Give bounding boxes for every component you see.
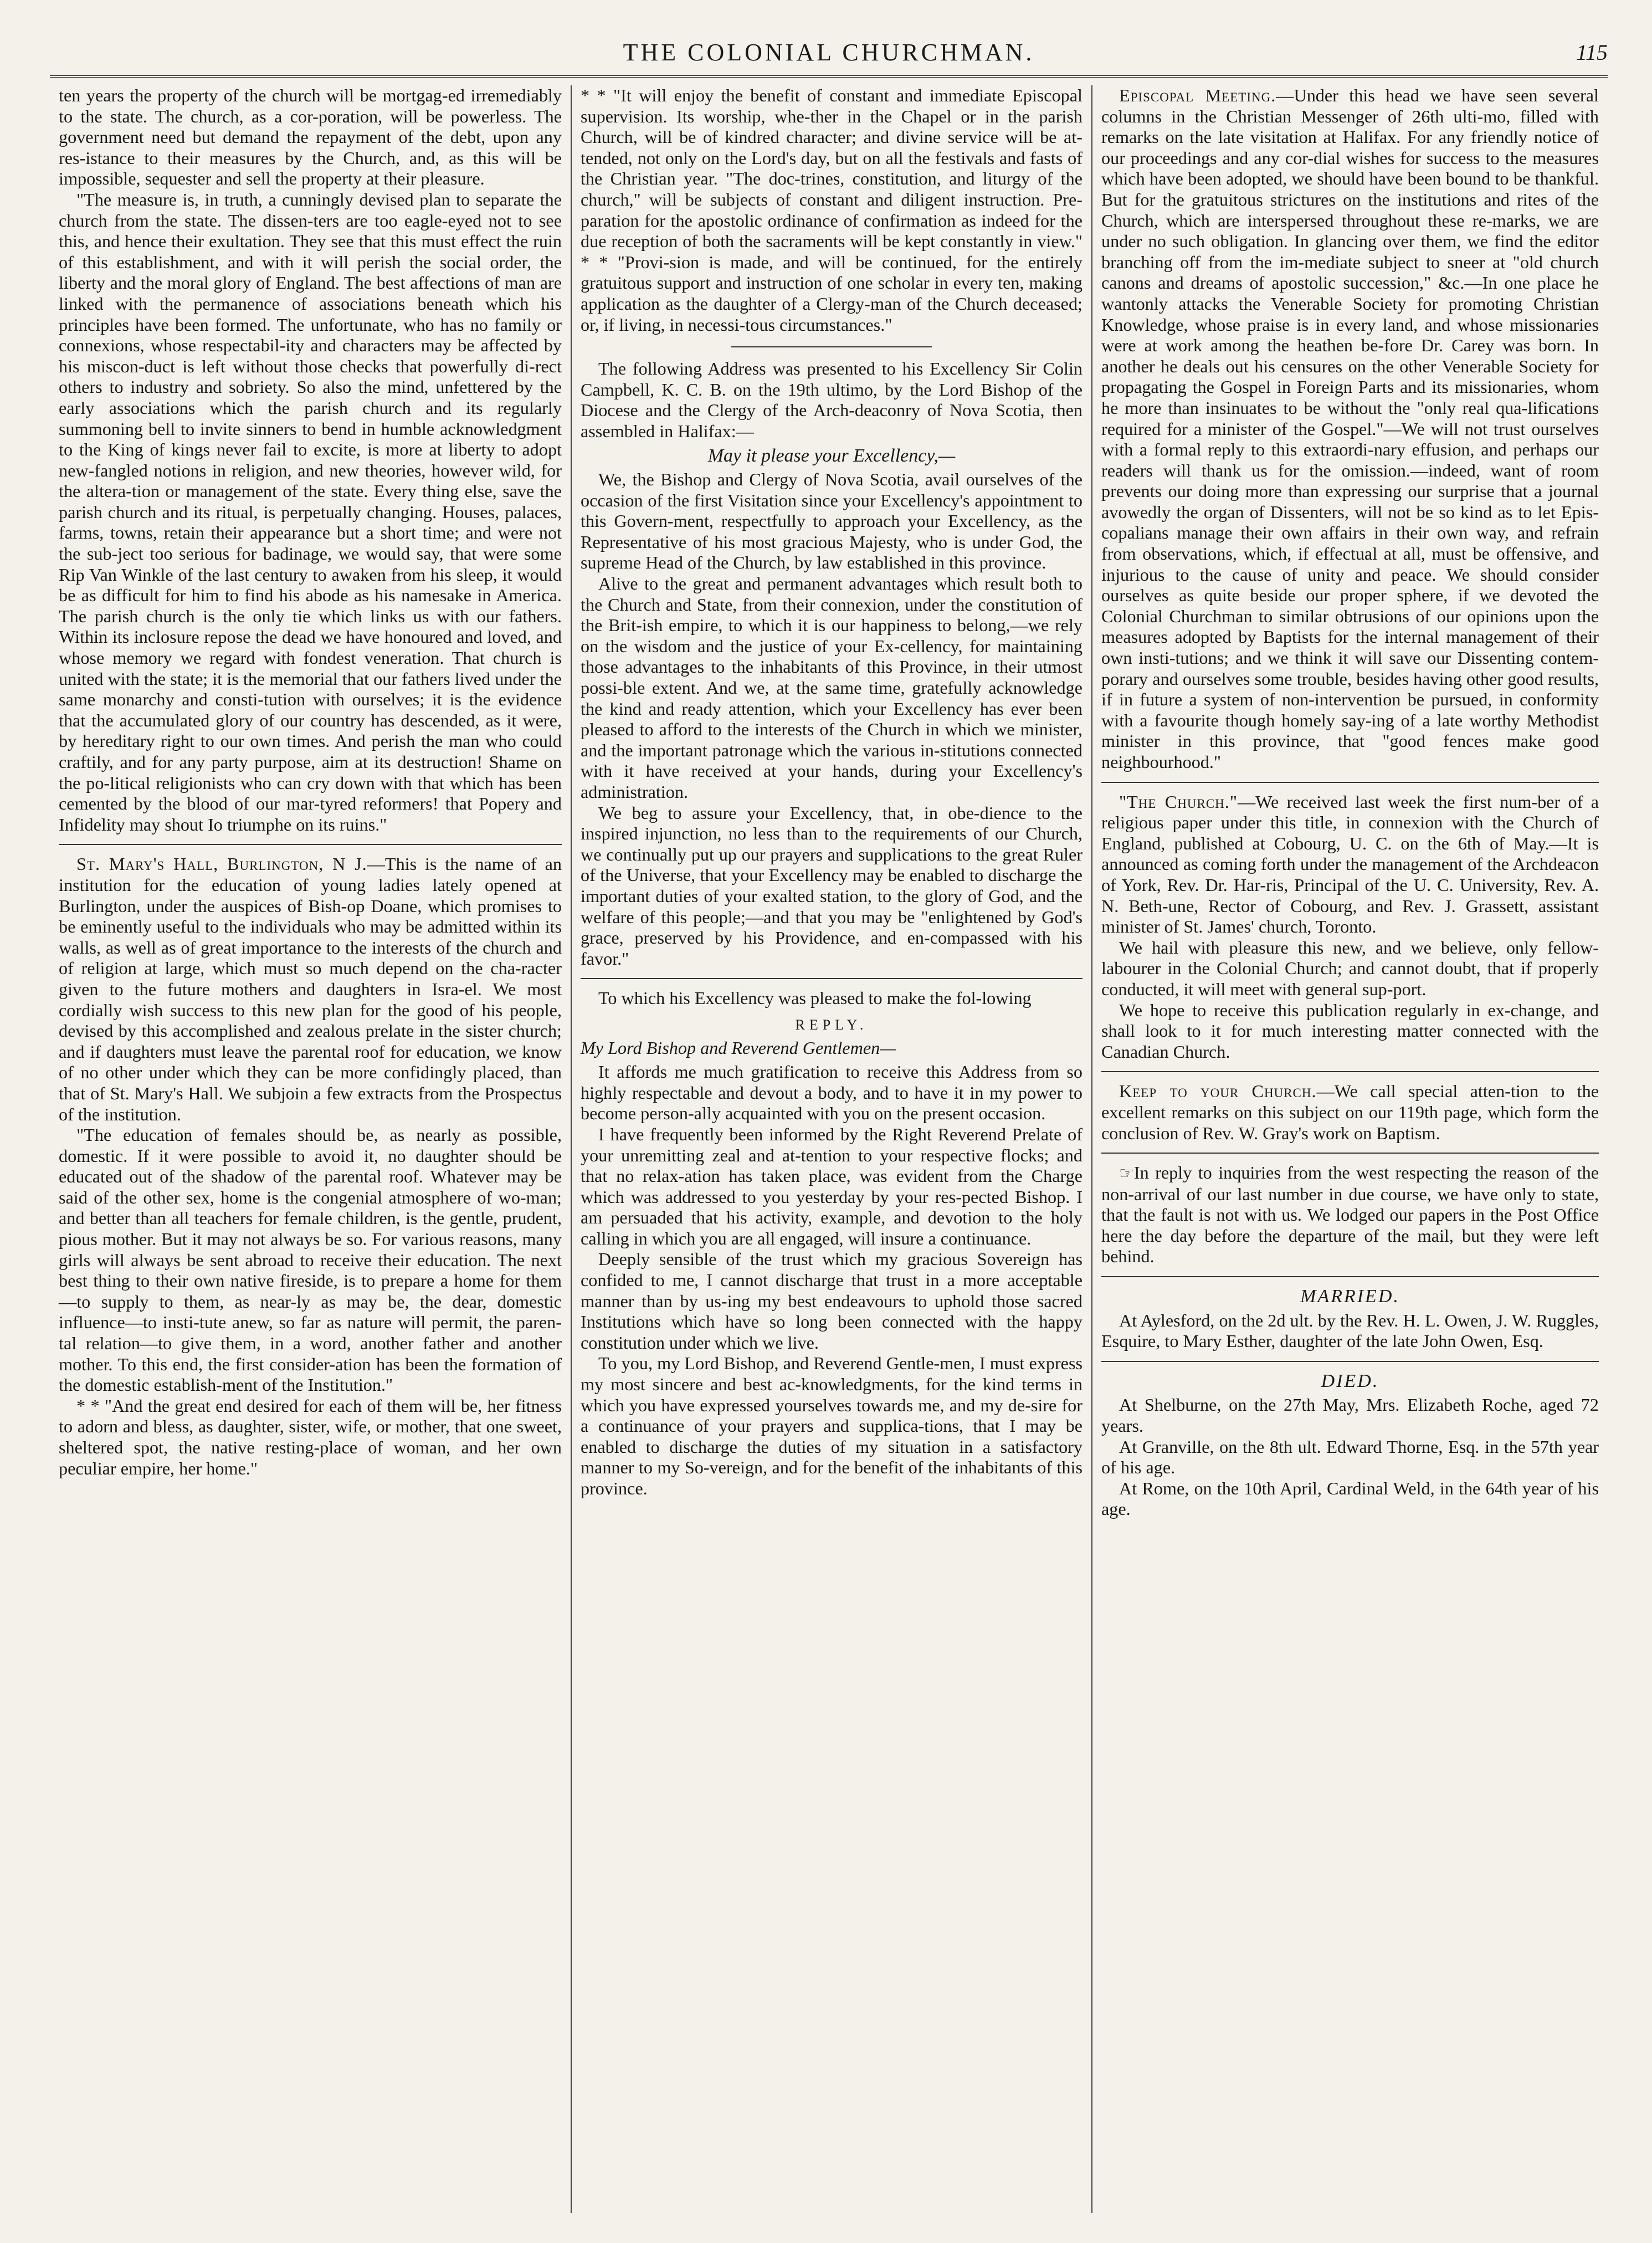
article-text: "The measure is, in truth, a cunningly devised plan to separate the church from the state. The dissen-ters are too eagle-eyed not to see this, and hence their exultation. They see that this must effect the ruin of this establishment, and with it will perish the social order, the liberty and the moral glory of England. The best affections of man are linked with the permanence of associations beneath which his principles have been formed. The unfortunate, who has no family or connexions, whose respectabil-ity and characters may be affected by his miscon-duct is left without those checks that powerfully di-rect others to industry and sobriety. So also the mind, unfettered by the early associations which the parish church and its regularly summoning bell to invite sinners to bend in humble acknowledgment to the King of kings never fail to excite, is more at liberty to adopt new-fangled notions in religion, and new theories, however wild, for the altera-tion or management of the state. Every thing else, save the parish church and its ritual, is perpetually changing. Houses, palaces, farms, towns, retain their appearance but a short time; and were not the sub-ject too serious for badinage, we would say, that were some Rip Van Winkle of the last century to awaken from his sleep, it would be as difficult for him to find his abode as his namesake in America. The parish church is the only tie which links us with our fathers. Within its inclosure repose the dead we have honoured and loved, and whose memory we regard with fondest veneration. That church is united with the state; it is the memorial that our fathers lived under the same monarchy and consti-tution with ourselves; it is the evidence that the accumulated glory of our country has descended, as it were, by hereditary right to our own times. And perish the man who could craftily, and for any party purpose, aim at its destruction! Shame on the po-litical religionists who can cry down with that which has been cemented by the blood of our mar-tyred reformers! that Popery and Infidelity may shout Io triumphe on its ruins." bbox=[59, 189, 562, 834]
article-heading: Keep to your Church. bbox=[1119, 1081, 1317, 1102]
article-text: In reply to inquiries from the west respecting the reason of the non-arrival of our last number in due course, we have only to state, that the fault is not with us. We lodged our papers in the Post Office here the day before the departure of the mail, but they were left behind. bbox=[1101, 1163, 1599, 1267]
divider bbox=[581, 978, 1082, 979]
article-heading: St. Mary's Hall, Burlington, N J. bbox=[76, 854, 367, 874]
article-text: We hail with pleasure this new, and we believe, only fellow-labourer in the Colonial Church; and cannot doubt, that if properly conducted, it will meet with general sup-port. bbox=[1101, 937, 1599, 999]
keep-to-your-church-article bbox=[1101, 1081, 1599, 1144]
prospectus-extract: * * "And the great end desired for each of them will be, her fitness to adorn and bless, as daughter, sister, wife, or mother, that one sweet, sheltered spot, the native resting-place of woman, and her own peculiar empire, her home." bbox=[59, 1395, 562, 1478]
masthead bbox=[50, 33, 1608, 72]
column-2 bbox=[571, 85, 1091, 2213]
reply-intro: To which his Excellency was pleased to make the fol-lowing bbox=[598, 988, 1032, 1008]
divider bbox=[1101, 1361, 1599, 1362]
prospectus-extract: * * "It will enjoy the benefit of constant and immediate Episcopal supervision. Its worship, whe-ther in the Chapel or in the parish Church, will be of kindred character; and divine service will be at-tended, not only on the Lord's day, but on all the festivals and fasts of the Christian year. "The doc-trines, constitution, and liturgy of the church," will be subjects of constant and diligent instruction. Pre-paration for the apostolic ordinance of confirmation as indeed for the due reception of both the sacraments will be kept constantly in view." * * "Provi-sion is made, and will be continued, for the entirely gratuitous support and instruction of one scholar in every ten, making application as the daughter of a Clergy-man of the Church deceased; or, if living, in necessi-tous circumstances." bbox=[581, 85, 1082, 335]
notice-article bbox=[1101, 1163, 1599, 1267]
address-intro: The following Address was presented to his Excellency Sir Colin Campbell, K. C. B. on the 19th ultimo, by the Lord Bishop of the Diocese and the Clergy of the Arch-deaconry of Nova Scotia, then assembled in Halifax:— bbox=[581, 359, 1082, 441]
divider bbox=[1101, 1153, 1599, 1154]
divider bbox=[1101, 782, 1599, 783]
article-text: We hope to receive this publication regularly in ex-change, and shall look to it for much interesting matter connected with the Canadian Church. bbox=[1101, 1000, 1599, 1062]
st-marys-hall-article bbox=[59, 854, 562, 1125]
article-text: —We call special atten-tion to the excellent remarks on this subject on our 119th page, which form the conclusion of Rev. W. Gray's work on Baptism. bbox=[1101, 1081, 1599, 1143]
reply-salutation: My Lord Bishop and Reverend Gentlemen— bbox=[581, 1037, 896, 1058]
article-text: —This is the name of an institution for the education of young ladies lately opened at Burlington, under the auspices of Bish-op Doane, which promises to be eminently useful to the individuals who may be admitted within its walls, as well as of great importance to the interests of the church and of religion at large, which must so much depend on the cha-racter given to the future mothers and daughters in Isra-el. We most cordially wish success to this new plan for the good of his people, devised by this accomplished and zealous prelate in the sister church; and if daughters must leave the parental roof for education, we know of no other under which they can be more confidingly placed, than that of St. Mary's Hall. We subjoin a few extracts from the Prospectus of the institution. bbox=[59, 854, 562, 1124]
columns bbox=[50, 85, 1608, 2213]
masthead-rule bbox=[50, 75, 1608, 78]
address-salutation: May it please your Excellency,— bbox=[707, 445, 956, 466]
reply-text: It affords me much gratification to receive this Address from so highly respectable and devout a body, and to have it in my power to become person-ally acquainted with you on the present occasion. bbox=[581, 1062, 1082, 1124]
divider bbox=[731, 346, 932, 347]
publication-title: THE COLONIAL CHURCHMAN. bbox=[623, 39, 1035, 66]
divider bbox=[1101, 1071, 1599, 1072]
article-heading: "The Church." bbox=[1119, 791, 1238, 812]
death-notice: At Shelburne, on the 27th May, Mrs. Elizabeth Roche, aged 72 years. bbox=[1101, 1395, 1599, 1436]
article-text: —We received last week the first num-ber of a religious paper under this title, in connexion with the Church of England, published at Cobourg, U. C. on the 6th of May.—It is announced as coming forth under the management of the Archdeacon of York, Rev. Dr. Har-ris, Principal of the U. C. University, Rev. A. N. Beth-une, Rector of Cobourg, and Rev. J. Grassett, assistant minister of St. James' church, Toronto. bbox=[1101, 791, 1599, 937]
address-text: We, the Bishop and Clergy of Nova Scotia, avail ourselves of the occasion of the first Visitation since your Excellency's appointment to this Govern-ment, respectfully to approach your Excellency, as the Representative of his most gracious Majesty, who is under God, the supreme Head of the Church, by law established in this province. bbox=[581, 469, 1082, 573]
reply-text: Deeply sensible of the trust which my gracious Sovereign has confided to me, I cannot discharge that trust in a more acceptable manner than by us-ing my best endeavours to uphold those sacred Institutions which have so long been connected with the happy constitution under which we live. bbox=[581, 1249, 1082, 1353]
death-notice: At Rome, on the 10th April, Cardinal Weld, in the 64th year of his age. bbox=[1101, 1478, 1599, 1519]
article-text: ten years the property of the church will be mortgag-ed irremediably to the state. The church, as a cor-poration, will be powerless. The government need but demand the repayment of the debt, upon any res-istance to their measures by the Church, and, as this will be impossible, sequester and sell the property at their pleasure. bbox=[59, 85, 562, 189]
the-church-article bbox=[1101, 792, 1599, 938]
column-3 bbox=[1091, 85, 1608, 2213]
article-heading: Episcopal Meeting. bbox=[1119, 85, 1276, 105]
address-text: Alive to the great and permanent advantages which result both to the Church and State, from their connexion, under the constitution of the Brit-ish empire, to which it is our happiness to belong,—we rely on the wisdom and the justice of your Ex-cellency, for maintaining those advantages to the inhabitants of this Province, in their utmost possi-ble extent. And we, at the same time, gratefully acknowledge the kind and ready attention, which your Excellency has ever been pleased to afford to the interests of the Church in which we minister, and the important patronage which the various in-stitutions connected with it have received at your hands, during your Excellency's administration. bbox=[581, 573, 1082, 802]
death-notice: At Granville, on the 8th ult. Edward Thorne, Esq. in the 57th year of his age. bbox=[1101, 1436, 1599, 1478]
page-number: 115 bbox=[1576, 40, 1608, 65]
divider bbox=[1101, 1276, 1599, 1277]
reply-heading: REPLY. bbox=[795, 1016, 868, 1033]
pointing-hand-icon: ☞ bbox=[1119, 1164, 1134, 1183]
divider bbox=[59, 844, 562, 845]
column-1 bbox=[50, 85, 571, 2213]
article-text: —Under this head we have seen several columns in the Christian Messenger of 26th ulti-mo, filled with remarks on the late visitation at Halifax. For any friendly notice of our proceedings and any cor-dial wishes for success to the measures which have been adopted, we should have been bound to be thankful. But for the gratuitous strictures on the institutions and rites of the Church, which are interspersed throughout these re-marks, we are under no such obligation. In glancing over them, we find the editor branching off from the im-mediate subject to sneer at "old church canons and dreams of apostolic succession," &c.—In one place he wantonly attacks the Venerable Society for promoting Christian Knowledge, whose praise is in every land, and whose missionaries were at work among the heathen be-fore Dr. Carey was born. In another he deals out his censures on the other Venerable Society for propagating the Gospel in Foreign Parts and its missionaries, whom he more than insinuates to be without the "only real qua-lifications required for a minister of the Gospel."—We will not trust ourselves with a formal reply to this extraordi-nary effusion, and perhaps our readers will thank us for the omission.—indeed, want of room prevents our doing more than expressing our surprise that a journal avowedly the organ of Dissenters, will not be so kind as to let Epis-copalians manage their own affairs in their own way, and refrain from observations, which, if effectual at all, must be offensive, and injurious to the cause of unity and peace. We should consider ourselves as quite beside our proper sphere, if we devoted the Colonial Churchman to similar obtrusions of our opinions upon the measures adopted by Baptists for the internal management of their own insti-tutions; and we think it will save our Dissenting contem-porary and ourselves some trouble, besides having other good results, if in future a system of non-intervention be pursued, in conformity with a favourite though homely say-ing of a late worthy Methodist minister in this province, that "good fences make good neighbourhood." bbox=[1101, 85, 1599, 772]
reply-text: To you, my Lord Bishop, and Reverend Gentle-men, I must express my most sincere and best ac-knowledgments, for the kind terms in which you have expressed yourselves towards me, and my de-sire for a continuance of your prayers and supplica-tions, that I may be enabled to discharge the duties of my situation in a satisfactory manner to my So-vereign, and for the benefit of the inhabitants of this province. bbox=[581, 1353, 1082, 1498]
episcopal-meeting-article bbox=[1101, 85, 1599, 773]
prospectus-extract: "The education of females should be, as nearly as possible, domestic. If it were possible to avoid it, no daughter should be educated out of the shadow of the parental roof. Whatever may be said of the other sex, home is the congenial atmosphere of wo-man; and better than all teachers for female children, is the gentle, prudent, pious mother. But it may not always be so. For various reasons, many girls will always be sent abroad to receive their education. The next best thing to their own native fireside, is to prepare a home for them—to supply to them, as near-ly as may be, the dear, domestic influence—to insti-tute anew, so far as nature will permit, the paren-tal relation—to give them, in a word, another father and another mother. To this end, the first consider-ation has been the formation of the domestic establish-ment of the Institution." bbox=[59, 1125, 562, 1395]
married-notice: At Aylesford, on the 2d ult. by the Rev. H. L. Owen, J. W. Ruggles, Esquire, to Mary Esther, daughter of the late John Owen, Esq. bbox=[1101, 1310, 1599, 1351]
reply-text: I have frequently been informed by the Right Reverend Prelate of your unremitting zeal and at-tention to your respective flocks; and that no relax-ation has taken place, was evident from the Charge which was addressed to you yesterday by your res-pected Bishop. I am persuaded that his activity, example, and devotion to the holy calling in which you are all engaged, will insure a continuance. bbox=[581, 1124, 1082, 1248]
address-text: We beg to assure your Excellency, that, in obe-dience to the inspired injunction, no less than to the requirements of our Church, we continually put up our prayers and supplications to the great Ruler of the Universe, that your Excellency may be enabled to discharge the important duties of your exalted station, to the glory of God, and the welfare of this people;—and that you may be "enlightened by God's grace, preserved by his Providence, and en-compassed with his favor." bbox=[581, 802, 1082, 969]
died-heading: DIED. bbox=[1321, 1370, 1379, 1391]
married-heading: MARRIED. bbox=[1300, 1286, 1400, 1307]
